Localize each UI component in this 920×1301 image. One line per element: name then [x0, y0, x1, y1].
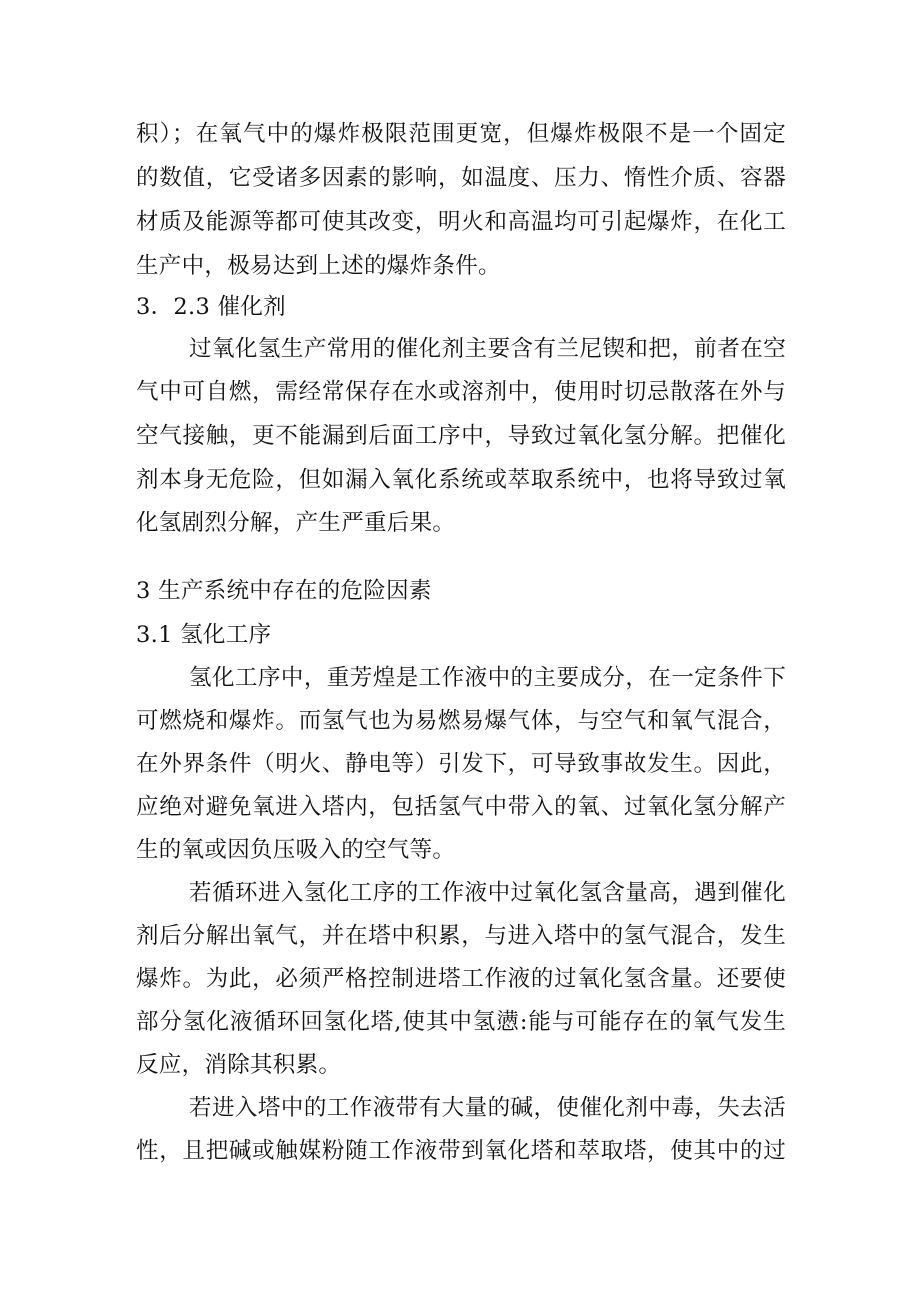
section-heading-hazards: 3 生产系统中存在的危险因素: [136, 578, 432, 604]
text-line: 部分氢化液循环回氢化塔,使其中氢懑:能与可能存在的氧气发生: [136, 1009, 786, 1035]
text-line: 气中可自燃，需经常保存在水或溶剂中，使用时切忌散落在外与: [136, 379, 786, 405]
text-line: 生产中，极易达到上述的爆炸条件。: [136, 253, 501, 279]
text-line: 若循环进入氢化工序的工作液中过氧化氢含量高，遇到催化: [189, 880, 786, 906]
text-line: 在外界条件（明火、静电等）引发下，可导致事故发生。因此，: [136, 751, 786, 777]
text-line: 可燃烧和爆炸。而氢气也为易燃易爆气体，与空气和氧气混合，: [136, 708, 786, 734]
text-line: 若进入塔中的工作液带有大量的碱，使催化剂中毒，失去活: [189, 1095, 786, 1121]
text-line: 积）；在氧气中的爆炸极限范围更宽，但爆炸极限不是一个固定: [136, 121, 786, 147]
text-line: 材质及能源等都可使其改变，明火和高温均可引起爆炸，在化工: [136, 209, 786, 235]
text-line: 的数值，它受诸多因素的影响，如温度、压力、惰性介质、容器: [136, 165, 786, 191]
text-line: 生的氧或因负压吸入的空气等。: [136, 837, 456, 863]
text-line: 空气接触，更不能漏到后面工序中，导致过氧化氢分解。把催化: [136, 423, 786, 449]
text-line: 反应，消除其积累。: [136, 1052, 342, 1078]
text-line: 爆炸。为此，必须严格控制进塔工作液的过氧化氢含量。还要使: [136, 966, 786, 992]
section-heading-hydrogenation: 3.1 氢化工序: [136, 622, 272, 648]
text-line: 性，且把碱或触媒粉随工作液带到氧化塔和萃取塔，使其中的过: [136, 1138, 786, 1164]
text-line: 过氧化氢生产常用的催化剂主要含有兰尼锲和把，前者在空: [189, 336, 786, 362]
section-heading-catalyst: 3．2.3 催化剂: [136, 294, 286, 320]
text-line: 应绝对避免氧进入塔内，包括氢气中带入的氧、过氧化氢分解产: [136, 794, 786, 820]
text-line: 剂后分解出氧气，并在塔中积累，与进入塔中的氢气混合，发生: [136, 923, 786, 949]
text-line: 氢化工序中，重芳煌是工作液中的主要成分，在一定条件下: [189, 665, 786, 691]
text-line: 剂本身无危险，但如漏入氧化系统或萃取系统中，也将导致过氧: [136, 467, 786, 493]
text-line: 化氢剧烈分解，产生严重后果。: [136, 510, 456, 536]
